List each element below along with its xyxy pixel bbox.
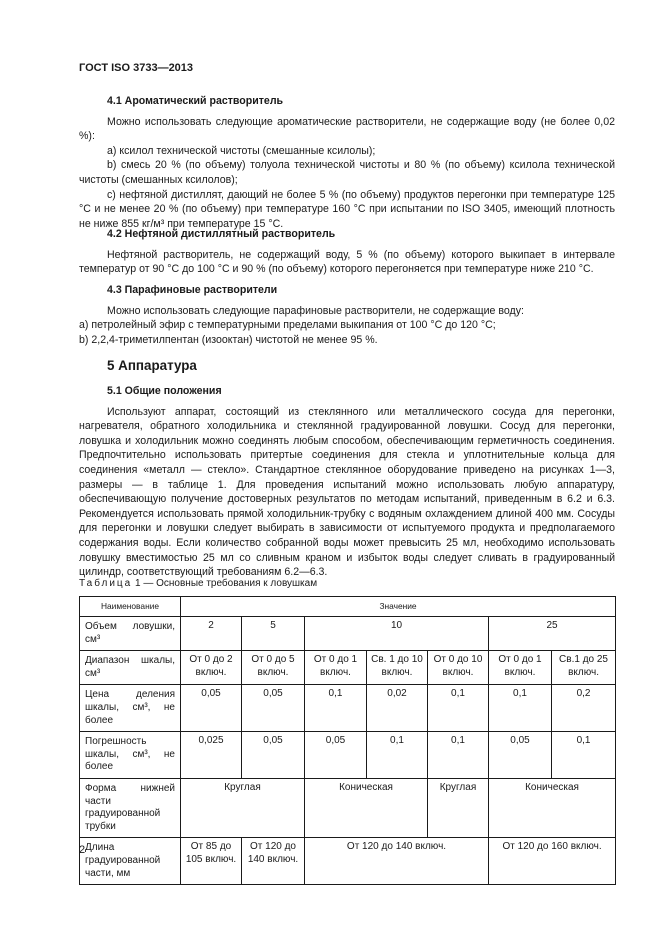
section-4-3-item-b: b) 2,2,4-триметилпентан (изооктан) чистотой не менее 95 %. [79, 333, 378, 346]
cell: От 120 до 140 включ. [242, 838, 305, 885]
cell: От 0 до 10 включ. [428, 651, 489, 685]
table-row [80, 838, 616, 885]
cell: Св. 1 до 10 включ. [367, 651, 428, 685]
cell: 5 [242, 617, 305, 651]
cell: 0,05 [181, 685, 242, 732]
cell: Круглая [428, 778, 489, 837]
table-row [80, 778, 616, 837]
section-5-1 [79, 384, 615, 580]
page-number: 2 [79, 844, 86, 856]
row-label-length: Длина градуированной части, мм [80, 838, 181, 885]
cell: От 120 до 160 включ. [489, 838, 616, 885]
section-5-1-text: Используют аппарат, состоящий из стеклянного или металлического сосуда для перегонки, нагревателя, обратного холодильника и стеклянной градуированной ловушки. Сосуд для перегонки, ловушка и холодильник можно соединять любым способом, обеспечивающим герметичность соединения. Предпочтительно использовать притертые соединения для стекла и уплотнительные кольца для соединения «металл — стекло». Стандартное стеклянное оборудование приведено на рисунках 1—3, размеры — в таблице 1. Для проведения испытаний можно использовать любую аппаратуру, обеспечивающую получение достоверных результатов по методам испытаний, приведенным в 6.2 и 6.3. Рекомендуется использовать прямой холодильник-трубку с водяным охлаждением длиной 400 мм. Сосуды для перегонки и ловушки следует выбирать в зависимости от испытуемого продукта и предполагаемого содержания воды. Если количество собранной воды может превысить 25 мл, необходимо использовать ловушку вместимостью 25 мл со сливным краном и избыток воды следует сливать в градуированный цилиндр, соответствующий требованиям 6.2—6.3. [79, 405, 615, 579]
cell: Коническая [489, 778, 616, 837]
cell: От 0 до 1 включ. [305, 651, 367, 685]
header-value: Значение [181, 597, 616, 617]
section-5 [79, 359, 615, 374]
header-name: Наименование [80, 597, 181, 617]
cell: 0,05 [489, 732, 552, 779]
row-label-shape: Форма нижней части градуированной трубки [80, 778, 181, 837]
cell: 0,05 [305, 732, 367, 779]
cell: 0,1 [489, 685, 552, 732]
cell: 0,1 [367, 732, 428, 779]
cell: От 0 до 2 включ. [181, 651, 242, 685]
cell: 2 [181, 617, 242, 651]
requirements-table [79, 596, 615, 885]
table-row [80, 732, 616, 779]
table-caption [79, 576, 615, 592]
section-4-3-item-a: а) петролейный эфир с температурными пределами выкипания от 100 °С до 120 °С; [79, 319, 496, 332]
cell: 0,05 [242, 732, 305, 779]
cell: 0,1 [305, 685, 367, 732]
cell: От 85 до 105 включ. [181, 838, 242, 885]
cell: 10 [305, 617, 489, 651]
section-4-1-item-c: с) нефтяной дистиллят, дающий не более 5 % (по объему) продуктов перегонки при температуре 125 °С и не менее 20 % (по объему) при температуре 160 °С при испытании по ISO 3405, имеющий плотность не ниже 855 кг/м³ при температуре 15 °С. [79, 188, 615, 230]
row-label-division: Цена деления шкалы, см³, не более [80, 685, 181, 732]
section-4-3 [79, 283, 615, 347]
row-label-error: Погрешность шкалы, см³, не более [80, 732, 181, 779]
section-4-3-title: 4.3 Парафиновые растворители [107, 284, 278, 296]
document-id: ГОСТ ISO 3733—2013 [79, 62, 194, 74]
table-header-row [80, 597, 616, 617]
section-4-2-title: 4.2 Нефтяной дистиллятный растворитель [107, 228, 336, 240]
cell: 0,1 [428, 685, 489, 732]
cell: 0,1 [552, 732, 616, 779]
cell: Круглая [181, 778, 305, 837]
section-5-title: 5 Аппаратура [107, 358, 197, 373]
cell: От 0 до 1 включ. [489, 651, 552, 685]
row-label-volume: Объем ловушки, см³ [80, 617, 181, 651]
section-4-2-text: Нефтяной растворитель, не содержащий воду, 5 % (по объему) которого выкипает в интервале температур от 90 °С до 100 °С и 90 % (по объему) которого перегоняется при температуре ниже 210 °С. [79, 248, 615, 276]
cell: 0,2 [552, 685, 616, 732]
cell: От 0 до 5 включ. [242, 651, 305, 685]
table-row [80, 685, 616, 732]
cell: Св.1 до 25 включ. [552, 651, 616, 685]
section-4-1 [79, 94, 615, 231]
section-4-1-item-b: b) смесь 20 % (по объему) толуола технической чистоты и 80 % (по объему) ксилола технической чистоты (смешанных ксилолов); [79, 159, 615, 186]
cell: 0,05 [242, 685, 305, 732]
cell: 0,025 [181, 732, 242, 779]
cell: 0,1 [428, 732, 489, 779]
table-caption-text: 1 — Основные требования к ловушкам [132, 578, 318, 589]
section-4-3-intro: Можно использовать следующие парафиновые растворители, не содержащие воду: [107, 304, 524, 317]
cell: 0,02 [367, 685, 428, 732]
section-5-1-title: 5.1 Общие положения [107, 385, 222, 397]
table-row [80, 617, 616, 651]
section-4-1-item-a: а) ксилол технической чистоты (смешанные ксилолы); [107, 144, 376, 157]
row-label-range: Диапазон шкалы, см³ [80, 651, 181, 685]
section-4-1-intro: Можно использовать следующие ароматические растворители, не содержащие воду (не более 0,02 %): [79, 115, 615, 143]
section-4-1-title: 4.1 Ароматический растворитель [107, 95, 284, 107]
section-4-2 [79, 227, 615, 277]
table-row [80, 651, 616, 685]
cell: От 120 до 140 включ. [305, 838, 489, 885]
cell: 25 [489, 617, 616, 651]
cell: Коническая [305, 778, 428, 837]
table-caption-word: Таблица [79, 578, 133, 589]
